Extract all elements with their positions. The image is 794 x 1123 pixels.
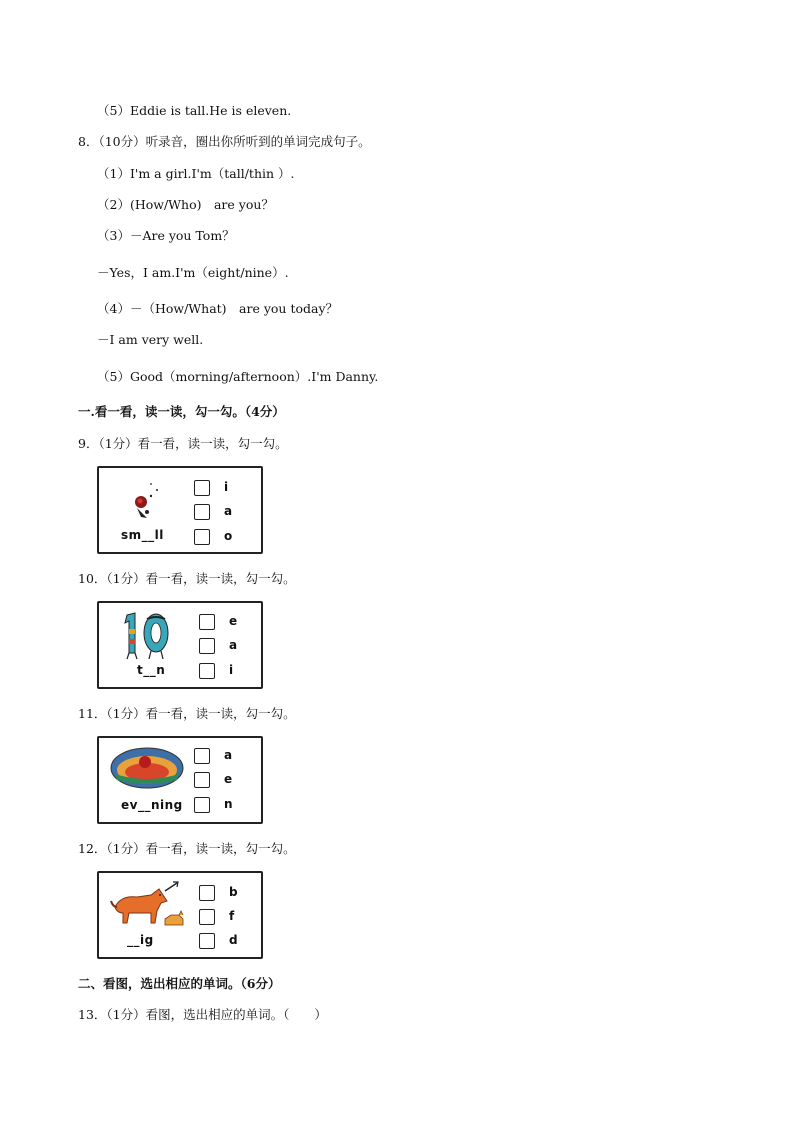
checkbox[interactable] [199,885,215,901]
question-8-item-4: （4）－（How/What) are you today？ [97,301,339,316]
checkbox[interactable] [194,748,210,764]
question-7-item-5: （5）Eddie is tall.He is eleven. [97,103,292,118]
checkbox[interactable] [194,480,210,496]
question-13-title: 13．（1分）看图，选出相应的单词。（ ） [78,1007,327,1022]
section-2-heading: 二、看图，选出相应的单词。（6分） [78,976,281,991]
question-10-card: t__n e a i [97,601,263,689]
checkbox[interactable] [194,772,210,788]
sunset-icon [107,744,189,796]
question-8-item-3: （3）－Are you Tom？ [97,228,235,243]
question-11-title: 11．（1分）看一看，读一读，勾一勾。 [78,706,296,721]
checkbox[interactable] [199,933,215,949]
checkbox[interactable] [199,638,215,654]
checkbox[interactable] [199,663,215,679]
checkbox[interactable] [199,909,215,925]
question-9-title: 9．（1分）看一看，读一读，勾一勾。 [78,436,288,451]
checkbox[interactable] [194,529,210,545]
checkbox[interactable] [194,797,210,813]
question-12-title: 12．（1分）看一看，读一读，勾一勾。 [78,841,296,856]
checkbox[interactable] [194,504,210,520]
question-8-item-4-answer: －I am very well. [97,332,204,347]
question-11-word: ev__ning [121,798,183,812]
section-1-heading: 一.看一看，读一读，勾一勾。（4分） [78,404,285,419]
question-10-word: t__n [137,663,166,677]
question-8-title: 8．（10分）听录音，圈出你所听到的单词完成句子。 [78,134,371,149]
question-12-card: __ig b f d [97,871,263,959]
question-8-item-5: （5）Good（morning/afternoon）.I'm Danny. [97,369,379,384]
number-ten-icon [107,609,189,661]
question-9-card: sm__ll i a o [97,466,263,554]
question-11-card: ev__ning a e n [97,736,263,824]
question-12-word: __ig [127,933,154,947]
ball-icon [107,474,189,526]
question-9-word: sm__ll [121,528,164,542]
question-8-item-2: （2）(How/Who) are you？ [97,197,274,212]
question-10-title: 10．（1分）看一看，读一读，勾一勾。 [78,571,296,586]
dog-icon [107,879,189,931]
question-8-item-1: （1）I'm a girl.I'm（tall/thin ）. [97,166,295,181]
checkbox[interactable] [199,614,215,630]
question-8-item-3-answer: －Yes，I am.I'm（eight/nine）. [97,265,289,280]
